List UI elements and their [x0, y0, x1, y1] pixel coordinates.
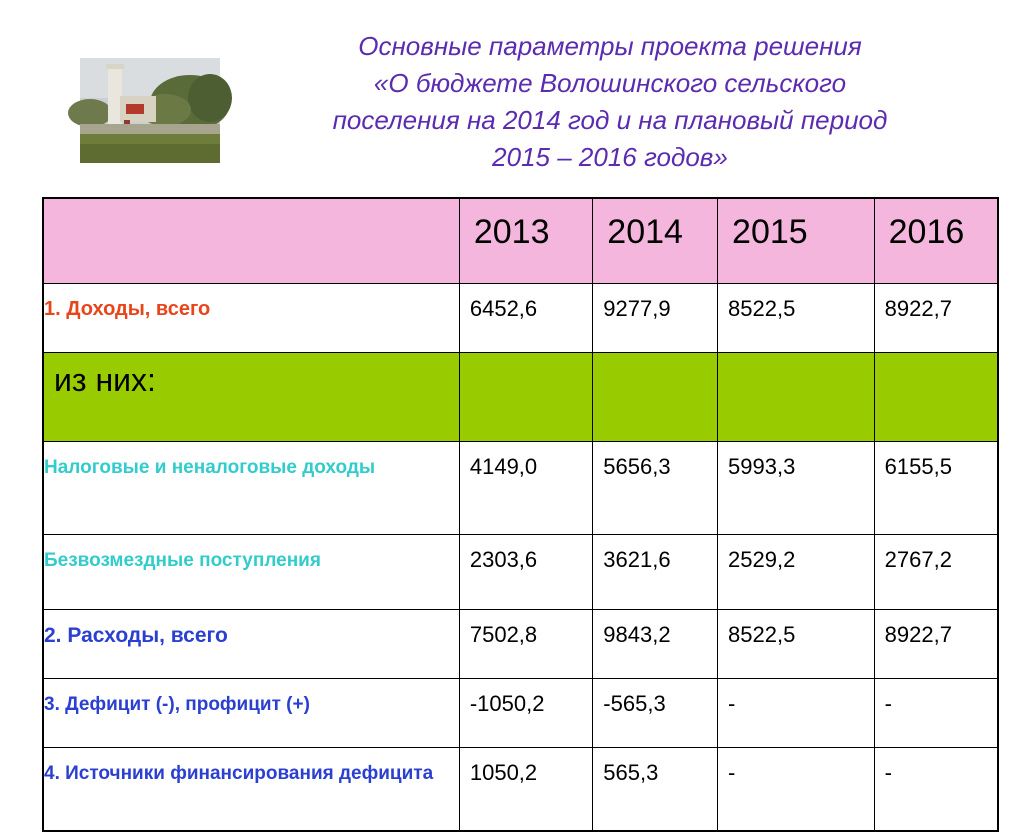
cell-2014: -565,3 — [593, 679, 718, 748]
header-empty-cell — [43, 198, 459, 284]
cell-2013: 1050,2 — [459, 748, 592, 832]
row-label: 1. Доходы, всего — [43, 284, 459, 353]
cell-2014: 5656,3 — [593, 442, 718, 535]
cell-2015 — [718, 353, 875, 442]
table-row-tax-income — [43, 442, 998, 535]
table-row-of-which — [43, 353, 998, 442]
row-label: Налоговые и неналоговые доходы — [43, 442, 459, 535]
cell-2016: 8922,7 — [874, 610, 998, 679]
title-line-2: «О бюджете Волошинского сельского — [373, 68, 847, 98]
cell-2016: 6155,5 — [874, 442, 998, 535]
table-row-deficit — [43, 679, 998, 748]
title-line-3: поселения на 2014 год и на плановый период — [332, 105, 888, 135]
title-line-1: Основные параметры проекта решения — [358, 31, 862, 61]
cell-2016 — [874, 353, 998, 442]
budget-table — [42, 197, 999, 832]
cell-2015: 8522,5 — [718, 284, 875, 353]
row-label: 3. Дефицит (-), профицит (+) — [43, 679, 459, 748]
year-2014: 2014 — [593, 198, 718, 284]
row-label: Безвозмездные поступления — [43, 535, 459, 610]
table-row-grants — [43, 535, 998, 610]
cell-2014: 9277,9 — [593, 284, 718, 353]
cell-2013: -1050,2 — [459, 679, 592, 748]
memorial-photo — [80, 58, 220, 163]
table-row-income-total — [43, 284, 998, 353]
cell-2016: 8922,7 — [874, 284, 998, 353]
cell-2014: 565,3 — [593, 748, 718, 832]
year-2013: 2013 — [459, 198, 592, 284]
cell-2013 — [459, 353, 592, 442]
table-row-expenses-total — [43, 610, 998, 679]
cell-2013: 2303,6 — [459, 535, 592, 610]
row-label: 4. Источники финансирования дефицита — [43, 748, 459, 832]
cell-2014: 9843,2 — [593, 610, 718, 679]
cell-2013: 7502,8 — [459, 610, 592, 679]
table-header-row — [43, 198, 998, 284]
row-label: из них: — [43, 353, 459, 442]
cell-2015: - — [718, 679, 875, 748]
memorial-photo-image — [80, 58, 220, 163]
cell-2015: 2529,2 — [718, 535, 875, 610]
year-2016: 2016 — [874, 198, 998, 284]
cell-2016: - — [874, 748, 998, 832]
cell-2013: 6452,6 — [459, 284, 592, 353]
cell-2016: - — [874, 679, 998, 748]
cell-2015: - — [718, 748, 875, 832]
row-label: 2. Расходы, всего — [43, 610, 459, 679]
slide-title — [250, 28, 970, 176]
cell-2015: 8522,5 — [718, 610, 875, 679]
title-line-4: 2015 – 2016 годов» — [492, 142, 728, 172]
table-row-deficit-financing — [43, 748, 998, 832]
cell-2013: 4149,0 — [459, 442, 592, 535]
year-2015: 2015 — [718, 198, 875, 284]
cell-2016: 2767,2 — [874, 535, 998, 610]
cell-2014: 3621,6 — [593, 535, 718, 610]
cell-2015: 5993,3 — [718, 442, 875, 535]
cell-2014 — [593, 353, 718, 442]
